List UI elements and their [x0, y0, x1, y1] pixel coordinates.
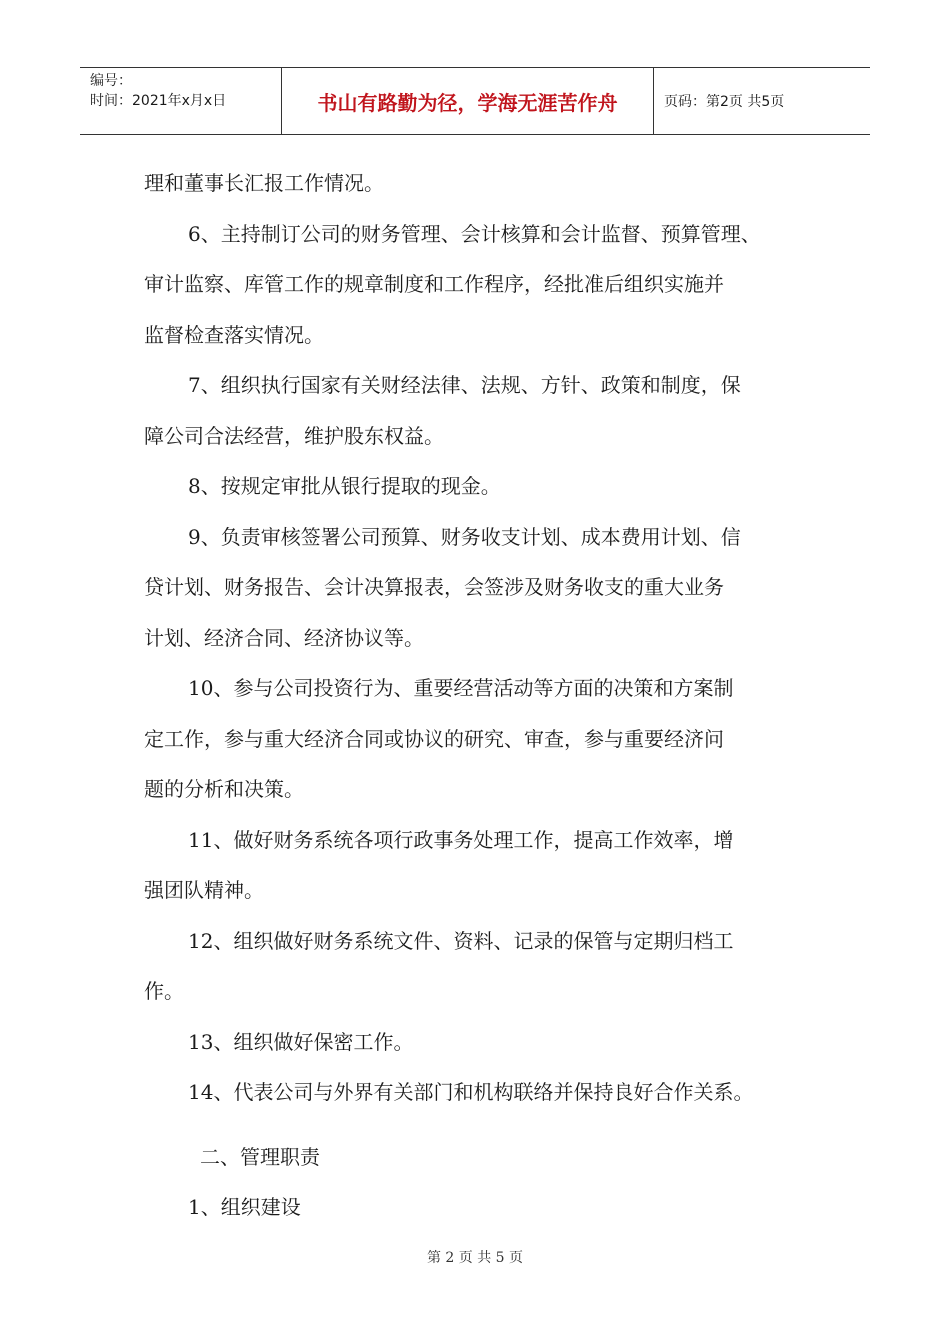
paragraph-line: 贷计划、财务报告、会计决算报表，会签涉及财务收支的重大业务	[144, 575, 724, 599]
subsection-heading: 1、组织建设	[188, 1195, 301, 1219]
paragraph-line: 10、参与公司投资行为、重要经营活动等方面的决策和方案制	[188, 676, 734, 700]
paragraph-line: 11、做好财务系统各项行政事务处理工作，提高工作效率，增	[188, 827, 734, 852]
paragraph-line: 强团队精神。	[144, 878, 264, 902]
paragraph-line: 9、负责审核签署公司预算、财务收支计划、成本费用计划、信	[188, 524, 741, 549]
paragraph-line: 审计监察、库管工作的规章制度和工作程序，经批准后组织实施并	[144, 272, 724, 296]
page-header	[80, 67, 870, 135]
header-meta	[80, 68, 282, 134]
header-page-info: 页码：第2页 共5页	[664, 94, 785, 110]
paragraph-line: 障公司合法经营，维护股东权益。	[144, 423, 444, 448]
document-date: 时间：2021年x月x日	[90, 93, 227, 109]
paragraph-line: 题的分析和决策。	[144, 777, 304, 801]
paragraph-line: 监督检查落实情况。	[144, 322, 324, 347]
paragraph-line: 13、组织做好保密工作。	[188, 1029, 414, 1054]
document-number: 编号：	[90, 73, 132, 89]
document-body	[144, 158, 824, 1233]
paragraph-line: 8、按规定审批从银行提取的现金。	[188, 474, 501, 498]
paragraph-line: 计划、经济合同、经济协议等。	[144, 625, 424, 650]
paragraph-line: 作。	[144, 979, 184, 1003]
header-motto: 书山有路勤为径，学海无涯苦作舟	[282, 68, 654, 134]
paragraph-line: 7、组织执行国家有关财经法律、法规、方针、政策和制度，保	[188, 373, 741, 397]
paragraph-line: 理和董事长汇报工作情况。	[144, 171, 384, 195]
section-heading: 二、管理职责	[200, 1144, 320, 1169]
paragraph-line: 6、主持制订公司的财务管理、会计核算和会计监督、预算管理、	[188, 221, 761, 246]
paragraph-line: 定工作，参与重大经济合同或协议的研究、审查，参与重要经济问	[144, 726, 724, 751]
paragraph-line: 14、代表公司与外界有关部门和机构联络并保持良好合作关系。	[188, 1080, 754, 1104]
paragraph-line: 12、组织做好财务系统文件、资料、记录的保管与定期归档工	[188, 928, 734, 953]
page-footer: 第 2 页 共 5 页	[426, 1250, 524, 1266]
